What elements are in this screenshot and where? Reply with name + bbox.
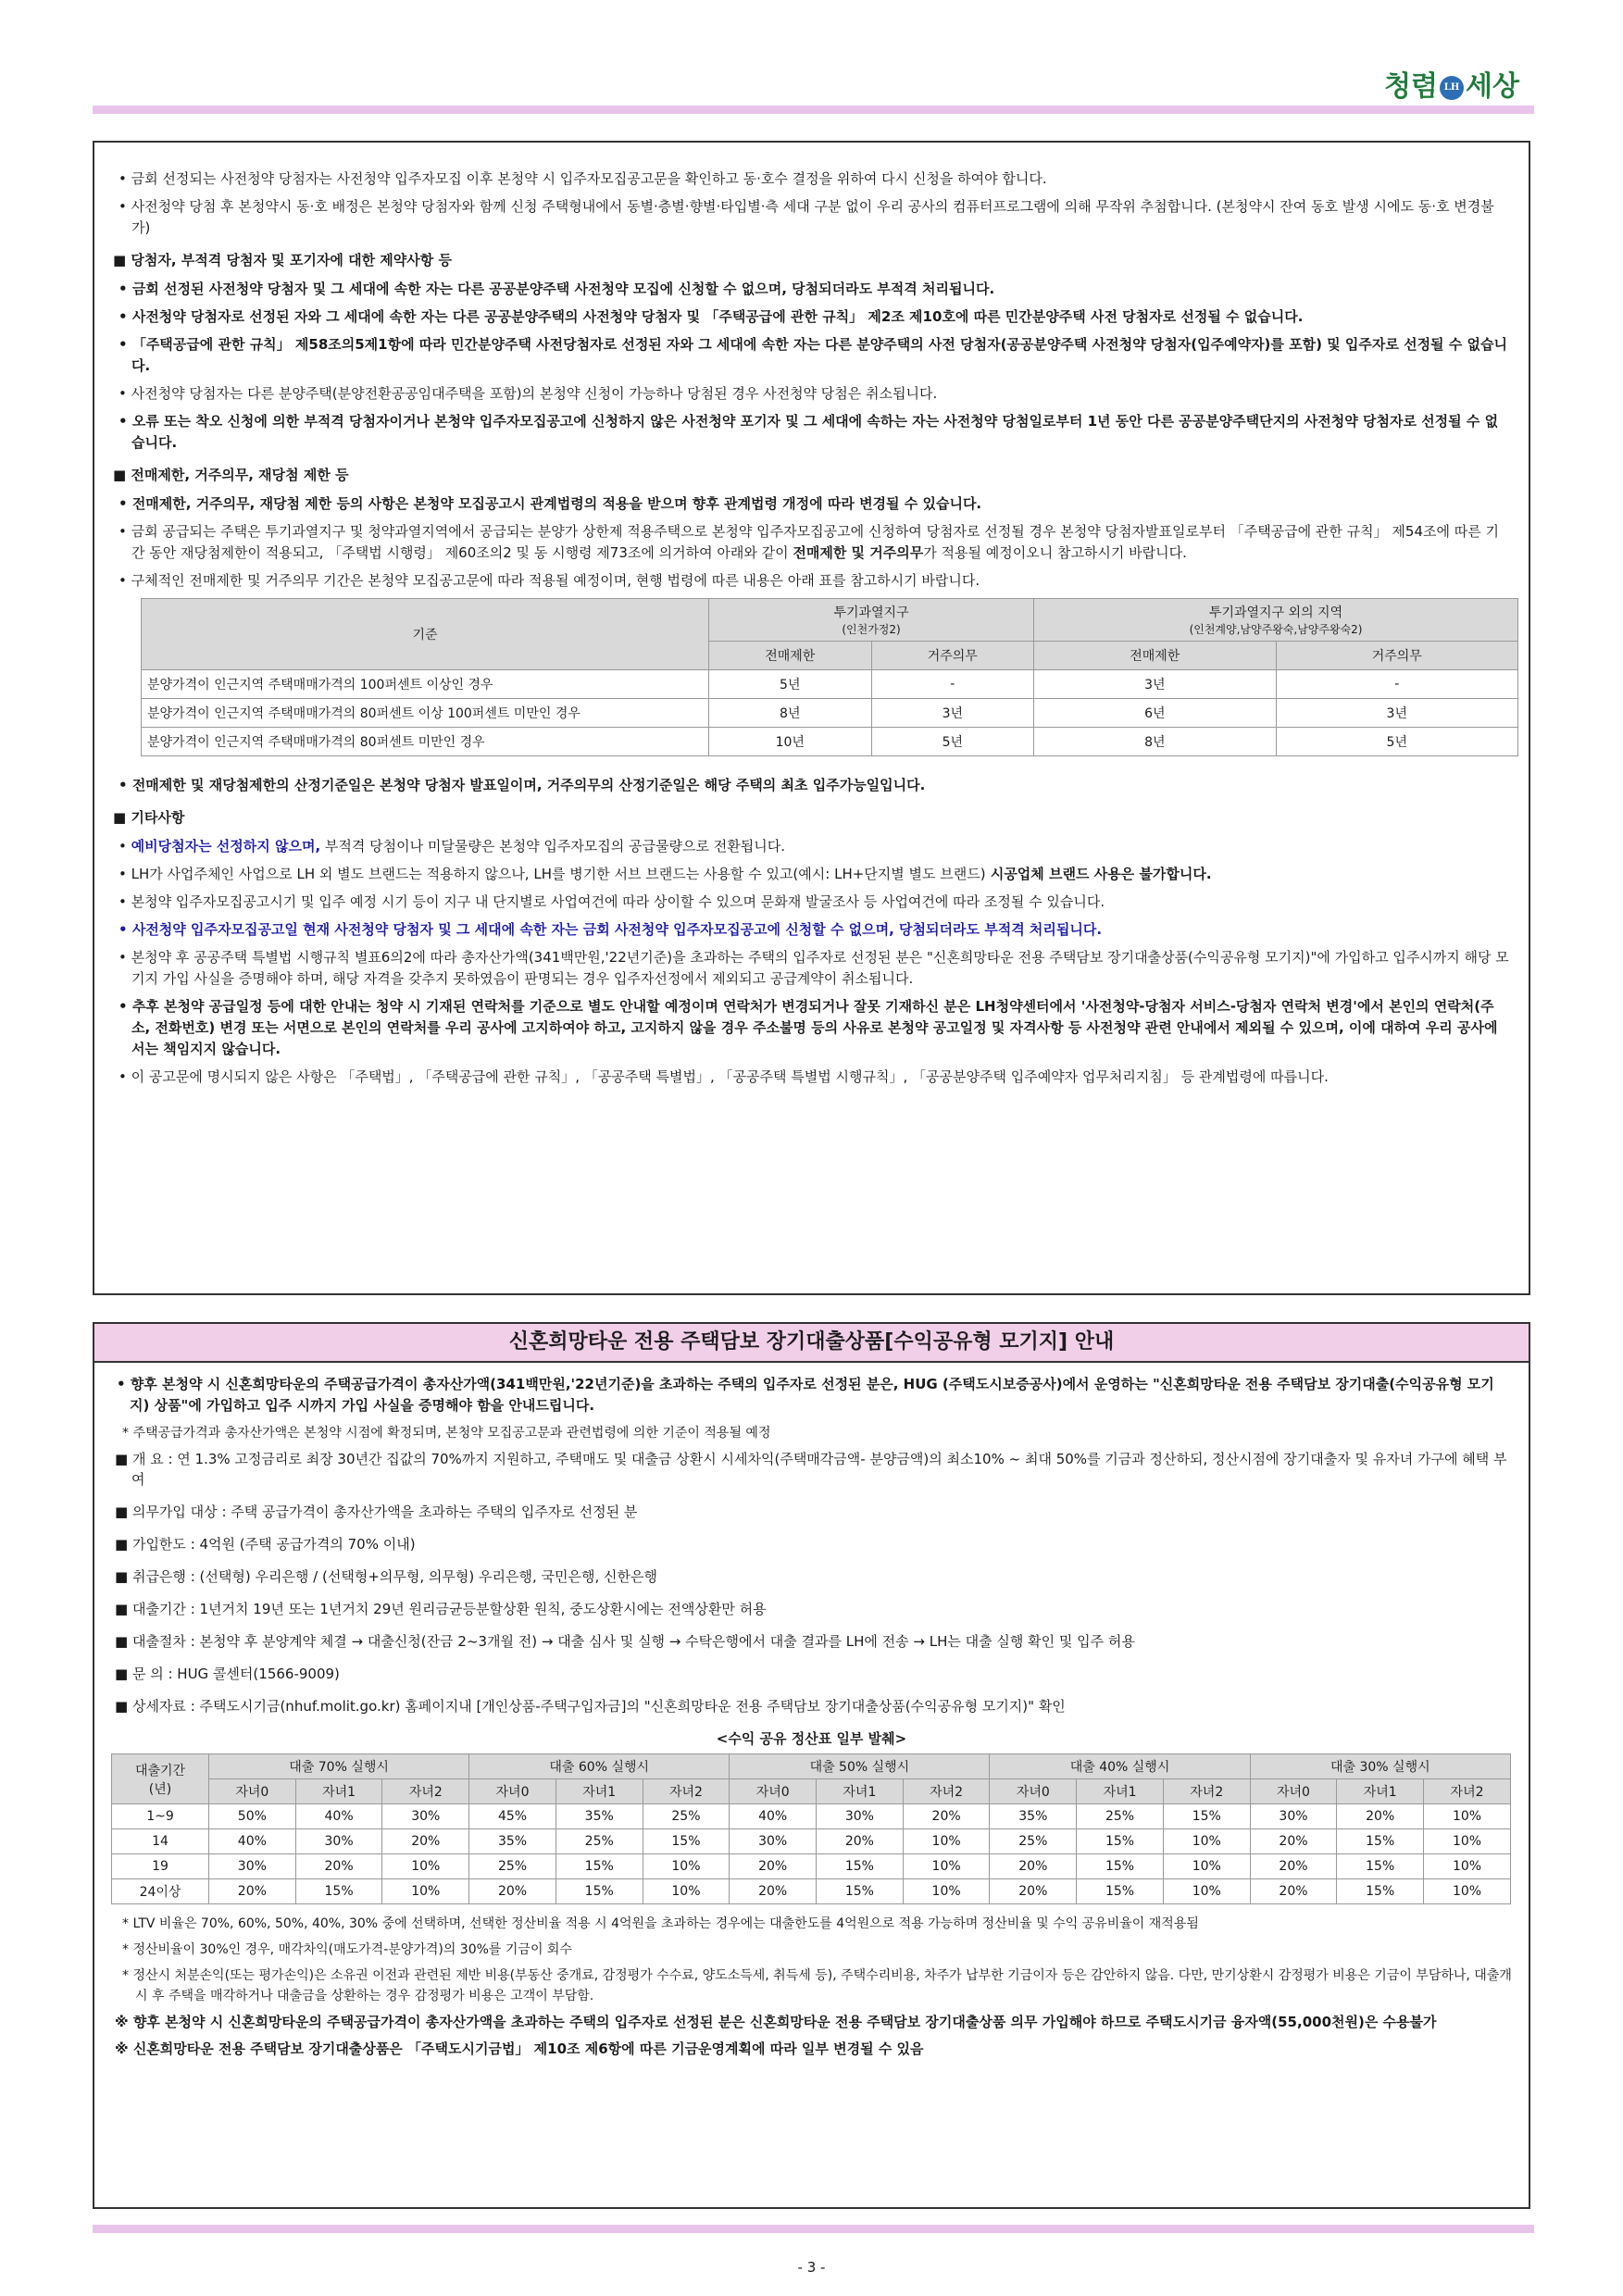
table-header: 전매제한	[1034, 642, 1276, 670]
table-cell: 15%	[1337, 1854, 1424, 1879]
item-key: 대출절차	[131, 1633, 186, 1650]
table-cell: 5년	[871, 728, 1034, 756]
item-value: 연 1.3% 고정금리로 최장 30년간 집값의 70%까지 지원하고, 주택매도 및 대출금 상환시 시세차익(주택매각금액- 분양금액)의 최소10% ~ 최대 50%를 기금과 정산하되, 정산시점에 장기대출자 및 유자녀 가구에 혜택 부여	[131, 1451, 1507, 1488]
table-cell: 20%	[1250, 1829, 1337, 1854]
table-subheader: 자녀0	[209, 1779, 296, 1804]
table-cell: 35%	[469, 1829, 556, 1854]
resale-emphasis: 전매제한 및 거주의무	[793, 544, 924, 561]
section-heading: ■ 전매제한, 거주의무, 재당첨 제한 등	[113, 465, 1510, 484]
table-subheader: 자녀2	[643, 1779, 730, 1804]
table-cell: 24이상	[112, 1879, 209, 1904]
misc-item: • 이 공고문에 명시되지 않은 사항은 「주택법」, 「주택공급에 관한 규칙」, 「공공주택 특별법」, 「공공주택 특별법 시행규칙」, 「공공분양주택 입주예약자 업무처리지침」 등 관계법령에 따릅니다.	[113, 1067, 1510, 1088]
table-row	[112, 1879, 1511, 1904]
table-footnote: * 정산시 처분손익(또는 평가손익)은 소유권 이전과 관련된 제반 비용(부동산 중개료, 감정평가 수수료, 양도소득세, 취득세 등), 주택수리비용, 차주가 납부한 기금이자 등은 감안하지 않음. 다만, 만기상환시 감정평가 비용은 기금이 부담하나, 대출개시 후 주택을 매각하거나 대출금을 상환하는 경우 감정평가 비용은 고객이 부담함.	[111, 1965, 1512, 2006]
table-cell: 25%	[990, 1829, 1077, 1854]
restriction-item: • 사전청약 당첨자는 다른 분양주택(분양전환공공임대주택을 포함)의 본청약 신청이 가능하나 당첨된 경우 사전청약 당첨은 취소됩니다.	[113, 383, 1510, 405]
table-subheader: 자녀0	[1250, 1779, 1337, 1804]
item-key: 취급은행	[131, 1568, 186, 1585]
table-cell: 10%	[1424, 1854, 1511, 1879]
table-cell: 20%	[730, 1879, 817, 1904]
mortgage-item: ■ 대출절차 : 본청약 후 분양계약 체결 → 대출신청(잔금 2~3개월 전) → 대출 심사 및 실행 → 수탁은행에서 대출 결과를 LH에 전송 → LH는 대출 실행 확인 및 입주 허용	[111, 1631, 1512, 1652]
table-cell: 20%	[903, 1804, 990, 1829]
item-key: 가입한도	[131, 1536, 186, 1553]
misc-item: • 본청약 입주자모집공고시기 및 입주 예정 시기 등이 지구 내 단지별로 사업여건에 따라 상이할 수 있으며 문화재 발굴조사 등 사업여건에 따라 조정될 수 있습니다.	[113, 892, 1510, 913]
table-subheader: 자녀1	[556, 1779, 643, 1804]
table-header: 대출 60% 실행시	[469, 1754, 730, 1779]
table-cell: 3년	[1276, 699, 1518, 728]
table-cell: 10%	[1163, 1829, 1250, 1854]
misc-item: • 추후 본청약 공급일정 등에 대한 안내는 청약 시 기재된 연락처를 기준으로 별도 안내할 예정이며 연락처가 변경되거나 잘못 기재하신 분은 LH청약센터에서 '사전청약-당첨자 서비스-당첨자 연락처 변경'에서 본인의 연락처(주소, 전화번호) 변경 또는 서면으로 본인의 연락처를 우리 공사에 고지하여야 하고, 고지하지 않을 경우 주소불명 등의 사유로 본청약 공고일정 및 자격사항 등 사전청약 관련 안내에서 제외될 수 있으며, 이에 대하여 우리 공사에서는 책임지지 않습니다.	[113, 996, 1510, 1060]
table-cell: 15%	[643, 1829, 730, 1854]
top-divider	[93, 106, 1534, 114]
mortgage-item: ■ 가입한도 : 4억원 (주택 공급가격의 70% 이내)	[111, 1534, 1512, 1554]
table-cell: 30%	[209, 1854, 296, 1879]
misc-emphasis: 예비당첨자는 선정하지 않으며,	[131, 838, 321, 855]
table-cell: 30%	[382, 1804, 469, 1829]
table-cell: 1~9	[112, 1804, 209, 1829]
intro-item: • 금회 선정되는 사전청약 당첨자는 사전청약 입주자모집 이후 본청약 시 입주자모집공고문을 확인하고 동·호수 결정을 위하여 다시 신청을 하여야 합니다.	[113, 168, 1510, 190]
table-subheader: 자녀1	[1337, 1779, 1424, 1804]
misc-item: • 본청약 후 공공주택 특별법 시행규칙 별표6의2에 따라 총자산가액(341백만원,'22년기준)을 초과하는 주택의 입주자로 선정된 분은 "신혼희망타운 전용 주택담보 장기대출상품(수익공유형 모기지)"에 가입하고 입주시까지 해당 모기지 가입 사실을 증명해야 하며, 해당 자격을 갖추지 못하였음이 판명되는 경우 입주자선정에서 제외되고 공급계약이 취소됩니다.	[113, 947, 1510, 990]
section-heading: ■ 당첨자, 부적격 당첨자 및 포기자에 대한 제약사항 등	[113, 250, 1510, 269]
table-cell: 5년	[1276, 728, 1518, 756]
table-cell: 3년	[1034, 670, 1276, 699]
table-subheader: 자녀1	[1077, 1779, 1164, 1804]
resale-tail: 가 적용될 예정이오니 참고하시기 바랍니다.	[923, 544, 1187, 561]
table-cell: 45%	[469, 1804, 556, 1829]
table-cell: 분양가격이 인근지역 주택매매가격의 100퍼센트 이상인 경우	[142, 670, 709, 699]
mortgage-title: 신혼희망타운 전용 주택담보 장기대출상품[수익공유형 모기지] 안내	[94, 1324, 1529, 1363]
mortgage-lead: • 향후 본청약 시 신혼희망타운의 주택공급가격이 총자산가액(341백만원,'22년기준)을 초과하는 주택의 입주자로 선정된 분은, HUG (주택도시보증공사)에서 운영하는 "신혼희망타운 전용 주택담보 장기대출(수익공유형 모기지) 상품"에 가입하고 입주 시까지 가입 사실을 증명해야 함을 안내드립니다.	[111, 1374, 1512, 1416]
table-cell: 6년	[1034, 699, 1276, 728]
item-key: 개 요	[131, 1451, 164, 1467]
sub-header-row	[112, 1779, 1511, 1804]
table-cell: 20%	[1337, 1804, 1424, 1829]
table-subheader: 자녀0	[990, 1779, 1077, 1804]
table-header	[1034, 599, 1518, 642]
misc-text: LH가 사업주체인 사업으로 LH 외 별도 브랜드는 적용하지 않으나, LH를 병기한 서브 브랜드는 사용할 수 있고(예시: LH+단지별 별도 브랜드)	[131, 866, 986, 882]
mortgage-item: ■ 문 의 : HUG 콜센터(1566-9009)	[111, 1664, 1512, 1684]
header-subtext: (년)	[148, 1781, 172, 1797]
table-cell: 19	[112, 1854, 209, 1879]
logo-mark-icon: LH	[1440, 76, 1464, 100]
table-cell: -	[871, 670, 1034, 699]
mortgage-item: ■ 상세자료 : 주택도시기금(nhuf.molit.go.kr) 홈페이지내 [개인상품-주택구입자금]의 "신혼희망타운 전용 주택담보 장기대출상품(수익공유형 모기지)" 확인	[111, 1696, 1512, 1716]
table-cell: 10%	[903, 1879, 990, 1904]
table-header: 대출 50% 실행시	[730, 1754, 990, 1779]
table-cell: -	[1276, 670, 1518, 699]
header-text: 대출기간	[134, 1763, 186, 1778]
header-subtext: (인천가정2)	[842, 623, 901, 636]
mortgage-item: ■ 개 요 : 연 1.3% 고정금리로 최장 30년간 집값의 70%까지 지원하고, 주택매도 및 대출금 상환시 시세차익(주택매각금액- 분양금액)의 최소10% ~ 최대 50%를 기금과 정산하되, 정산시점에 장기대출자 및 유자녀 가구에 혜택 부여	[111, 1449, 1512, 1490]
table-row	[142, 699, 1518, 728]
resale-paragraph: • 구체적인 전매제한 및 거주의무 기간은 본청약 모집공고문에 따라 적용될 예정이며, 현행 법령에 따른 내용은 아래 표를 참고하시기 바랍니다.	[113, 570, 1510, 592]
mortgage-item: ■ 대출기간 : 1년거치 19년 또는 1년거치 29년 원리금균등분할상환 원칙, 중도상환시에는 전액상환만 허용	[111, 1599, 1512, 1619]
table-cell: 20%	[209, 1879, 296, 1904]
resale-text: 금회 공급되는 주택은 투기과열지구 및 청약과열지역에서 공급되는 분양가 상한제 적용주택으로 본청약 입주자모집공고에 신청하여 당첨자로 선정될 경우 본청약 당첨자발표일로부터 「주택공급에 관한 규칙」 제54조에 따른 기간 동안 재당첨제한이 적용되고, 「주택법 시행령」 제60조의2 및 동 시행령 제73조에 의거하여 아래와 같이	[131, 523, 1499, 561]
table-header: 대출 70% 실행시	[209, 1754, 469, 1779]
table-cell: 8년	[1034, 728, 1276, 756]
misc-item	[113, 864, 1510, 885]
table-cell: 50%	[209, 1804, 296, 1829]
logo	[1384, 63, 1519, 104]
item-key: 대출기간	[131, 1601, 186, 1617]
restriction-item: • 금회 선정된 사전청약 당첨자 및 그 세대에 속한 자는 다른 공공분양주택 사전청약 모집에 신청할 수 없으며, 당첨되더라도 부적격 처리됩니다.	[113, 279, 1510, 300]
table-cell: 10%	[643, 1879, 730, 1904]
table-cell: 15%	[556, 1854, 643, 1879]
table-header: 전매제한	[709, 642, 872, 670]
item-value: 1년거치 19년 또는 1년거치 29년 원리금균등분할상환 원칙, 중도상환시에는 전액상환만 허용	[199, 1601, 767, 1617]
table-cell: 3년	[871, 699, 1034, 728]
table-header: 대출 40% 실행시	[990, 1754, 1250, 1779]
item-value: 주택 공급가격이 총자산가액을 초과하는 주택의 입주자로 선정된 분	[231, 1504, 638, 1520]
table-cell: 15%	[817, 1854, 904, 1879]
mortgage-item: ■ 의무가입 대상 : 주택 공급가격이 총자산가액을 초과하는 주택의 입주자로 선정된 분	[111, 1502, 1512, 1522]
table-cell: 10%	[1424, 1804, 1511, 1829]
table-cell: 15%	[1077, 1829, 1164, 1854]
table-cell: 35%	[556, 1804, 643, 1829]
table-cell: 20%	[469, 1879, 556, 1904]
table-cell: 30%	[817, 1804, 904, 1829]
item-key: 의무가입 대상	[131, 1504, 218, 1520]
table-subheader: 자녀2	[382, 1779, 469, 1804]
logo-text-2: 세상	[1466, 70, 1519, 103]
table-subheader: 자녀1	[295, 1779, 382, 1804]
settlement-table	[111, 1753, 1511, 1904]
restriction-item: • 사전청약 당첨자로 선정된 자와 그 세대에 속한 자는 다른 공공분양주택의 사전청약 당첨자 및 「주택공급에 관한 규칙」 제2조 제10호에 따른 민간분양주택 사전 당첨자로 선정될 수 없습니다.	[113, 306, 1510, 328]
table-cell: 15%	[556, 1879, 643, 1904]
header-text: 투기과열지구	[833, 605, 909, 620]
table-cell: 10%	[903, 1854, 990, 1879]
bottom-divider	[93, 2225, 1534, 2233]
page-number: - 3 -	[797, 2259, 826, 2276]
table-cell: 10%	[1163, 1879, 1250, 1904]
table-cell: 25%	[556, 1829, 643, 1854]
item-value: 4억원 (주택 공급가격의 70% 이내)	[199, 1536, 416, 1553]
header-text: 투기과열지구 외의 지역	[1208, 605, 1343, 620]
table-cell: 15%	[1077, 1879, 1164, 1904]
table-cell: 15%	[1163, 1804, 1250, 1829]
notice-box	[93, 141, 1530, 1295]
table-cell: 35%	[990, 1804, 1077, 1829]
table-subheader: 자녀1	[817, 1779, 904, 1804]
table-header: 대출 30% 실행시	[1250, 1754, 1510, 1779]
resale-lead: • 전매제한, 거주의무, 재당첨 제한 등의 사항은 본청약 모집공고시 관계법령의 적용을 받으며 향후 관계법령 개정에 따라 변경될 수 있습니다.	[113, 493, 1510, 515]
table-header	[112, 1754, 209, 1804]
table-row	[142, 670, 1518, 699]
table-footnote: * 정산비율이 30%인 경우, 매각차익(매도가격-분양가격)의 30%를 기금이 회수	[111, 1940, 1512, 1960]
table-subheader: 자녀2	[1424, 1779, 1511, 1804]
table-cell: 20%	[1250, 1879, 1337, 1904]
table-cell: 10%	[903, 1829, 990, 1854]
table-cell: 10년	[709, 728, 872, 756]
table-cell: 20%	[382, 1829, 469, 1854]
table-cell: 25%	[1077, 1804, 1164, 1829]
item-value: HUG 콜센터(1566-9009)	[177, 1666, 340, 1682]
table-cell: 15%	[817, 1879, 904, 1904]
misc-text: 부적격 당첨이나 미달물량은 본청약 입주자모집의 공급물량으로 전환됩니다.	[320, 838, 785, 855]
table-cell: 40%	[295, 1804, 382, 1829]
header-subtext: (인천계양,남양주왕숙,남양주왕숙2)	[1189, 623, 1363, 636]
restriction-item: • 오류 또는 착오 신청에 의한 부적격 당첨자이거나 본청약 입주자모집공고에 신청하지 않은 사전청약 포기자 및 그 세대에 속하는 자는 사전청약 당첨일로부터 1년 동안 다른 공공분양주택단지의 사전청약 당첨자로 선정될 수 없습니다.	[113, 411, 1510, 454]
table-header: 거주의무	[1276, 642, 1518, 670]
table-header	[709, 599, 1034, 642]
table-cell: 25%	[469, 1854, 556, 1879]
table-caption: <수익 공유 정산표 일부 발췌>	[716, 1730, 907, 1747]
important-note: ※ 신혼희망타운 전용 주택담보 장기대출상품은 「주택도시기금법」 제10조 제6항에 따른 기금운영계획에 따라 일부 변경될 수 있음	[111, 2039, 1512, 2060]
table-cell: 15%	[1337, 1879, 1424, 1904]
mortgage-footnote: * 주택공급가격과 총자산가액은 본청약 시점에 확정되며, 본청약 모집공고문과 관련법령에 의한 기준이 적용될 예정	[111, 1423, 1512, 1443]
table-row	[112, 1854, 1511, 1879]
table-cell: 8년	[709, 699, 872, 728]
table-cell: 10%	[382, 1879, 469, 1904]
table-cell: 20%	[990, 1854, 1077, 1879]
table-header: 거주의무	[871, 642, 1034, 670]
table-cell: 40%	[730, 1804, 817, 1829]
table-cell: 10%	[1424, 1829, 1511, 1854]
table-cell: 25%	[643, 1804, 730, 1829]
table-row	[112, 1829, 1511, 1854]
mortgage-box	[93, 1322, 1530, 2209]
table-cell: 20%	[730, 1854, 817, 1879]
misc-item	[113, 836, 1510, 857]
important-note: ※ 향후 본청약 시 신혼희망타운의 주택공급가격이 총자산가액을 초과하는 주택의 입주자로 선정된 분은 신혼희망타운 전용 주택담보 장기대출상품 의무 가입해야 하므로 주택도시기금 융자액(55,000천원)은 수용불가	[111, 2012, 1512, 2033]
item-key: 문 의	[131, 1666, 164, 1682]
restriction-item: • 「주택공급에 관한 규칙」 제58조의5제1항에 따라 민간분양주택 사전당첨자로 선정된 자와 그 세대에 속한 자는 다른 분양주택의 사전 당첨자(공공분양주택 사전청약 당첨자(입주예약자)를 포함) 및 입주자로 선정될 수 없습니다.	[113, 334, 1510, 377]
table-cell: 20%	[295, 1854, 382, 1879]
table-subheader: 자녀2	[903, 1779, 990, 1804]
misc-item: • 사전청약 입주자모집공고일 현재 사전청약 당첨자 및 그 세대에 속한 자는 금회 사전청약 입주자모집공고에 신청할 수 없으며, 당첨되더라도 부적격 처리됩니다.	[113, 919, 1510, 941]
table-cell: 30%	[295, 1829, 382, 1854]
table-cell: 5년	[709, 670, 872, 699]
table-cell: 20%	[990, 1879, 1077, 1904]
table-subheader: 자녀0	[469, 1779, 556, 1804]
item-value: (선택형) 우리은행 / (선택형+의무형, 의무형) 우리은행, 국민은행, 신한은행	[199, 1568, 657, 1585]
table-cell: 10%	[382, 1854, 469, 1879]
table-cell: 15%	[1077, 1854, 1164, 1879]
table-cell: 15%	[295, 1879, 382, 1904]
resale-note: • 전매제한 및 재당첨제한의 산정기준일은 본청약 당첨자 발표일이며, 거주의무의 산정기준일은 해당 주택의 최초 입주가능일입니다.	[113, 775, 1510, 796]
misc-emphasis: 시공업체 브랜드 사용은 불가합니다.	[985, 866, 1212, 882]
item-value: 본청약 후 분양계약 체결 → 대출신청(잔금 2~3개월 전) → 대출 심사 및 실행 → 수탁은행에서 대출 결과를 LH에 전송 → LH는 대출 실행 확인 및 입주 허용	[199, 1633, 1135, 1650]
logo-text-1: 청렴	[1384, 70, 1439, 103]
table-cell: 분양가격이 인근지역 주택매매가격의 80퍼센트 이상 100퍼센트 미만인 경우	[142, 699, 709, 728]
table-row	[142, 728, 1518, 756]
table-cell: 10%	[643, 1854, 730, 1879]
mortgage-item: ■ 취급은행 : (선택형) 우리은행 / (선택형+의무형, 의무형) 우리은행, 국민은행, 신한은행	[111, 1566, 1512, 1587]
resale-paragraph	[113, 521, 1510, 564]
table-header: 기준	[142, 599, 709, 670]
table-cell: 14	[112, 1829, 209, 1854]
resale-table	[141, 598, 1518, 756]
table-cell: 30%	[730, 1829, 817, 1854]
table-cell: 10%	[1163, 1854, 1250, 1879]
table-cell: 10%	[1424, 1879, 1511, 1904]
item-value: 주택도시기금(nhuf.molit.go.kr) 홈페이지내 [개인상품-주택구입자금]의 "신혼희망타운 전용 주택담보 장기대출상품(수익공유형 모기지)" 확인	[199, 1698, 1066, 1715]
table-cell: 20%	[817, 1829, 904, 1854]
table-cell: 15%	[1337, 1829, 1424, 1854]
table-footnote: * LTV 비율은 70%, 60%, 50%, 40%, 30% 중에 선택하며, 선택한 정산비율 적용 시 4억원을 초과하는 경우에는 대출한도를 4억원으로 적용 가능하며 정산비율 및 수익 공유비율이 재적용됨	[111, 1914, 1512, 1934]
table-subheader: 자녀2	[1163, 1779, 1250, 1804]
table-cell: 분양가격이 인근지역 주택매매가격의 80퍼센트 미만인 경우	[142, 728, 709, 756]
table-cell: 20%	[1250, 1854, 1337, 1879]
section-heading: ■ 기타사항	[113, 807, 1510, 827]
item-key: 상세자료	[131, 1698, 186, 1715]
table-row	[112, 1804, 1511, 1829]
table-cell: 30%	[1250, 1804, 1337, 1829]
intro-item: • 사전청약 당첨 후 본청약시 동·호 배정은 본청약 당첨자와 함께 신청 주택형내에서 동별·층별·향별·타입별·측 세대 구분 없이 우리 공사의 컴퓨터프로그램에 의해 무작위 추첨합니다. (본청약시 잔여 동호 발생 시에도 동·호 변경불가)	[113, 196, 1510, 239]
table-subheader: 자녀0	[730, 1779, 817, 1804]
table-cell: 40%	[209, 1829, 296, 1854]
